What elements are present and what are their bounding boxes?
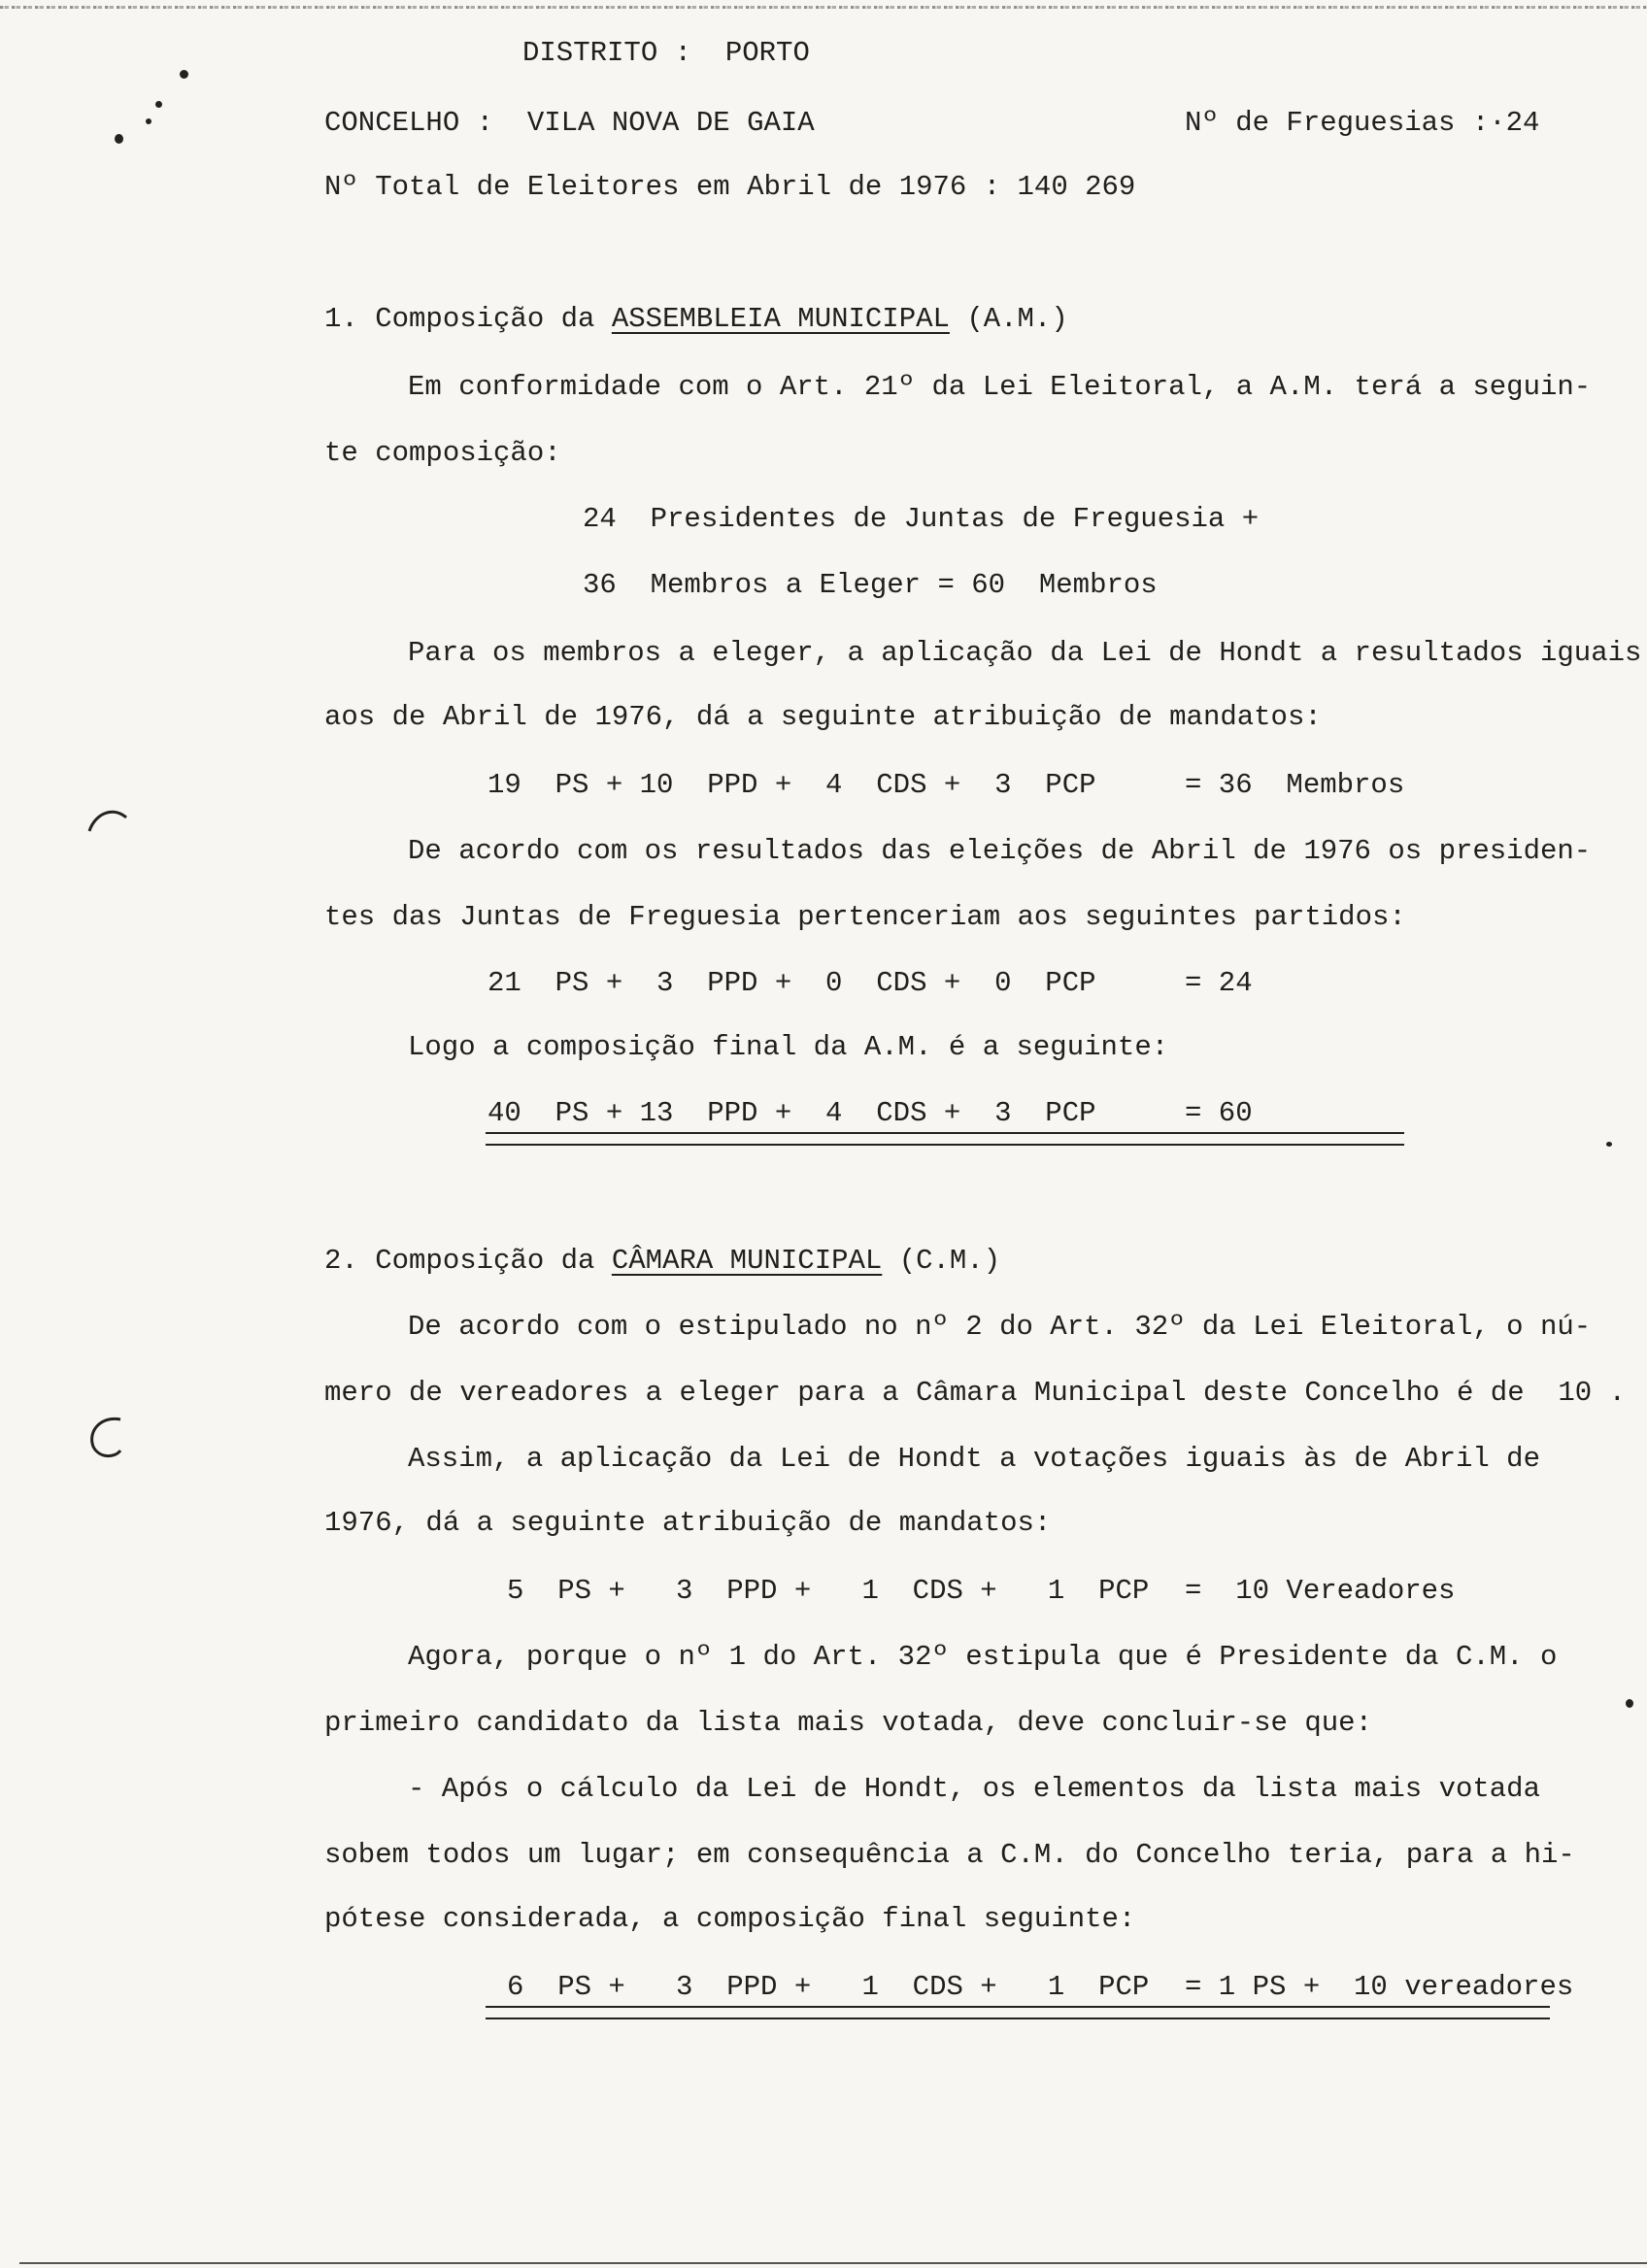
ink-speck: [1626, 1699, 1633, 1708]
distribution2: 21 PS + 3 PPD + 0 CDS + 0 PCP: [487, 967, 1096, 999]
punch-hole-mark: [82, 1410, 140, 1468]
section1-paragraph1-line2: te composição:: [324, 437, 561, 469]
distribution1-total: = 36 Membros: [1185, 769, 1405, 801]
section2-paragraph4-line3: pótese considerada, a composição final seguinte:: [324, 1903, 1136, 1935]
final-composition-am-total: = 60: [1185, 1097, 1253, 1129]
ink-speck: [115, 134, 123, 144]
section2-paragraph3-line1: Agora, porque o nº 1 do Art. 32º estipula que é Presidente da C.M. o: [408, 1641, 1558, 1673]
distribution1: 19 PS + 10 PPD + 4 CDS + 3 PCP: [487, 769, 1096, 801]
final-am-rule-top: [486, 1132, 1404, 1134]
section1-paragraph4: Logo a composição final da A.M. é a seguinte:: [408, 1031, 1169, 1063]
section1-paragraph1-line1: Em conformidade com o Art. 21º da Lei Eleitoral, a A.M. terá a seguin-: [408, 371, 1592, 403]
section2-heading-prefix: 2. Composição da: [324, 1245, 612, 1277]
ink-speck: [180, 70, 188, 79]
distribution-cm-total: = 10 Vereadores: [1185, 1575, 1456, 1607]
final-composition-am: 40 PS + 13 PPD + 4 CDS + 3 PCP: [487, 1097, 1096, 1129]
section1-heading-underlined: ASSEMBLEIA MUNICIPAL: [611, 303, 950, 335]
final-am-rule-bottom: [486, 1144, 1404, 1146]
scan-top-edge: [0, 6, 1647, 9]
punch-hole-mark: [84, 796, 142, 845]
ink-speck: [1606, 1142, 1612, 1147]
composition-line1: 24 Presidentes de Juntas de Freguesia +: [583, 503, 1260, 535]
section2-paragraph1-line2: mero de vereadores a eleger para a Câmara Municipal deste Concelho é de 10 .: [324, 1377, 1627, 1409]
final-composition-cm-total: = 1 PS + 10 vereadores: [1185, 1971, 1574, 2003]
section2-heading: [324, 1245, 1000, 1278]
section1-heading: [324, 303, 1068, 336]
distrito-line: DISTRITO : PORTO: [522, 37, 810, 69]
scan-bottom-edge: [19, 2262, 1647, 2264]
section2-heading-suffix: (C.M.): [882, 1245, 1001, 1277]
section2-heading-underlined: CÂMARA MUNICIPAL: [611, 1245, 883, 1277]
final-cm-rule-top: [486, 2006, 1550, 2008]
composition-line2: 36 Membros a Eleger = 60 Membros: [583, 569, 1158, 601]
concelho-line: CONCELHO : VILA NOVA DE GAIA: [324, 107, 815, 139]
ink-speck: [155, 101, 162, 108]
section2-paragraph4-line1: - Após o cálculo da Lei de Hondt, os elementos da lista mais votada: [408, 1773, 1540, 1805]
section2-paragraph2-line2: 1976, dá a seguinte atribuição de mandatos:: [324, 1507, 1052, 1539]
freguesias-count: Nº de Freguesias :·24: [1185, 107, 1540, 139]
section1-heading-prefix: 1. Composição da: [324, 303, 612, 335]
distribution-cm: 5 PS + 3 PPD + 1 CDS + 1 PCP: [507, 1575, 1150, 1607]
section1-paragraph3-line1: De acordo com os resultados das eleições de Abril de 1976 os presiden-: [408, 835, 1592, 867]
section2-paragraph1-line1: De acordo com o estipulado no nº 2 do Art. 32º da Lei Eleitoral, o nú-: [408, 1311, 1592, 1343]
total-eleitores: Nº Total de Eleitores em Abril de 1976 : 140 269: [324, 171, 1136, 203]
final-composition-cm: 6 PS + 3 PPD + 1 CDS + 1 PCP: [507, 1971, 1150, 2003]
section2-paragraph2-line1: Assim, a aplicação da Lei de Hondt a votações iguais às de Abril de: [408, 1443, 1540, 1475]
section1-paragraph3-line2: tes das Juntas de Freguesia pertenceriam aos seguintes partidos:: [324, 901, 1406, 933]
section1-heading-suffix: (A.M.): [949, 303, 1068, 335]
final-cm-rule-bottom: [486, 2018, 1550, 2019]
section1-paragraph2-line2: aos de Abril de 1976, dá a seguinte atribuição de mandatos:: [324, 701, 1322, 733]
section1-paragraph2-line1: Para os membros a eleger, a aplicação da Lei de Hondt a resultados iguais: [408, 637, 1642, 669]
ink-speck: [146, 118, 151, 124]
distribution2-total: = 24: [1185, 967, 1253, 999]
section2-paragraph3-line2: primeiro candidato da lista mais votada, deve concluir-se que:: [324, 1707, 1372, 1739]
section2-paragraph4-line2: sobem todos um lugar; em consequência a C.M. do Concelho teria, para a hi-: [324, 1839, 1575, 1871]
